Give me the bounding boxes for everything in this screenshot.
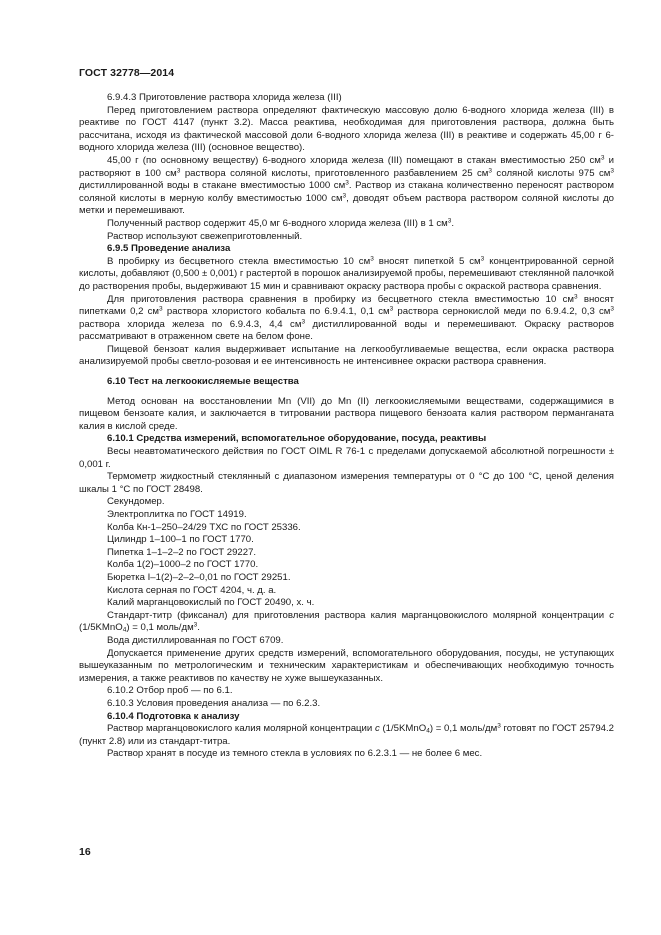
paragraph: Пипетка 1–1–2–2 по ГОСТ 29227. <box>107 546 257 558</box>
paragraph: Полученный раствор содержит 45,0 мг 6-водного хлорида железа (III) в 1 $см^3$. <box>107 217 455 229</box>
paragraph: Калий марганцовокислый по ГОСТ 20490, х. ч. <box>107 597 315 609</box>
section-heading: 6.10.1 Средства измерений, вспомогательное оборудование, посуда, реактивы <box>107 433 487 445</box>
paragraph: Секундомер. <box>107 496 165 508</box>
section-heading: 6.9.5 Проведение анализа <box>107 243 231 255</box>
paragraph: Весы неавтоматического действия по ГОСТ OIML R 76-1 с пределами допускаемой абсолютной погрешности ± 0,001 г. <box>79 446 614 470</box>
paragraph: Допускается применение других средств измерений, вспомогательного оборудования, посуды, не уступающих вышеуказанным по метрологическим и техническим характеристикам и обеспечивающих необходимую точность измерения, а также реактивов по качеству не хуже вышеуказанных. <box>79 647 614 684</box>
paragraph: 6.10.2 Отбор проб — по 6.1. <box>107 685 233 697</box>
paragraph: Кислота серная по ГОСТ 4204, ч. д. а. <box>107 584 277 596</box>
paragraph: Стандарт-титр (фиксанал) для приготовления раствора калия марганцовокислого молярной концентрации с (1/5KMnO$_4$) = 0,1 моль/$дм^3$. <box>79 609 614 634</box>
paragraph: Бюретка I–1(2)–2–2–0,01 по ГОСТ 29251. <box>107 571 291 583</box>
paragraph: Вода дистиллированная по ГОСТ 6709. <box>107 634 284 646</box>
section-heading: 6.10 Тест на легкоокисляемые вещества <box>107 376 299 388</box>
paragraph: Раствор используют свежеприготовленный. <box>107 230 303 242</box>
document-header: ГОСТ 32778—2014 <box>79 67 175 79</box>
paragraph: Колба 1(2)–1000–2 по ГОСТ 1770. <box>107 559 259 571</box>
paragraph: Цилиндр 1–100–1 по ГОСТ 1770. <box>107 534 254 546</box>
paragraph: Электроплитка по ГОСТ 14919. <box>107 509 247 520</box>
paragraph: Метод основан на восстановлении Mn (VII) до Mn (II) легкоокисляемыми веществами, содержащимися в пищевом бензоате калия, и заключается в титровании раствора пищевого бензоата калия раствором перманганата калия в кислой среде. <box>79 395 614 432</box>
paragraph: Раствор хранят в посуде из темного стекла в условиях по 6.2.3.1 — не более 6 мес. <box>107 748 483 760</box>
page-number: 16 <box>79 846 91 858</box>
paragraph: Пищевой бензоат калия выдерживает испытание на легкообугливаемые вещества, если окраска раствора анализируемой пробы светло-розовая и ее интенсивность не интенсивнее окраски раствора сравнения. <box>79 343 614 368</box>
document-body <box>79 92 614 761</box>
paragraph: Колба Кн-1–250–24/29 ТХС по ГОСТ 25336. <box>107 521 301 533</box>
paragraph: 45,00 г (по основному веществу) 6-водного хлорида железа (III) помещают в стакан вместимостью 250 $см^3$ и растворяют в 100 $см^3$ раствора соляной кислоты, приготовленного разбавлением 25 $см^3$ соляной кислоты 975 $см^3$ дистиллированной воды в стакане вместимостью 1000 $см^3$. Раствор из стакана количественно переносят раствором соляной кислоты в мерную колбу вместимостью 1000 $см^3$, доводят объем раствора раствором соляной кислоты до метки и перемешивают. <box>79 154 615 217</box>
paragraph: Перед приготовлением раствора определяют фактическую массовую долю 6-водного хлорида железа (III) в реактиве по ГОСТ 4147 (пункт 3.2). Масса реактива, необходимая для приготовления раствора, должна быть рассчитана, исходя из фактической массовой доли 6-водного хлорида железа (III) в реактиве и содержать 45,00 г 6-водного хлорида железа (III) (основное вещество). <box>79 104 614 154</box>
paragraph: 6.10.3 Условия проведения анализа — по 6.2.3. <box>107 697 321 709</box>
paragraph: Для приготовления раствора сравнения в пробирку из бесцветного стекла вместимостью 10 $см^3$ вносят пипетками 0,2 $см^3$ раствора хлористого кобальта по 6.9.4.1, 0,1 $см^3$ раствора сернокислой меди по 6.9.4.2, 0,3 $см^3$ раствора хлорида железа по 6.9.4.3, 4,4 $см^3$ дистиллированной воды и перемешивают. Окраску растворов рассматривают в отраженном свете на белом фоне. <box>79 293 615 343</box>
paragraph: Раствор марганцовокислого калия молярной концентрации с (1/5KMnO$_4$) = 0,1 моль/$дм^3$ готовят по ГОСТ 25794.2 (пункт 2.8) или из стандарт-титра. <box>79 722 615 747</box>
paragraph: 6.9.4.3 Приготовление раствора хлорида железа (III) <box>107 92 342 103</box>
paragraph: В пробирку из бесцветного стекла вместимостью 10 $см^3$ вносят пипеткой 5 $см^3$ концентрированной серной кислоты, добавляют (0,500 ± 0,001) г растертой в порошок анализируемой пробы, перемешивают стеклянной палочкой до растворения пробы, выдерживают 15 мин и сравнивают окраску раствора пробы с окраской раствора сравнения. <box>79 255 614 292</box>
section-heading: 6.10.4 Подготовка к анализу <box>107 710 240 722</box>
paragraph: Термометр жидкостный стеклянный с диапазоном измерения температуры от 0 °С до 100 °С, ценой деления шкалы 1 °С по ГОСТ 28498. <box>79 471 614 495</box>
